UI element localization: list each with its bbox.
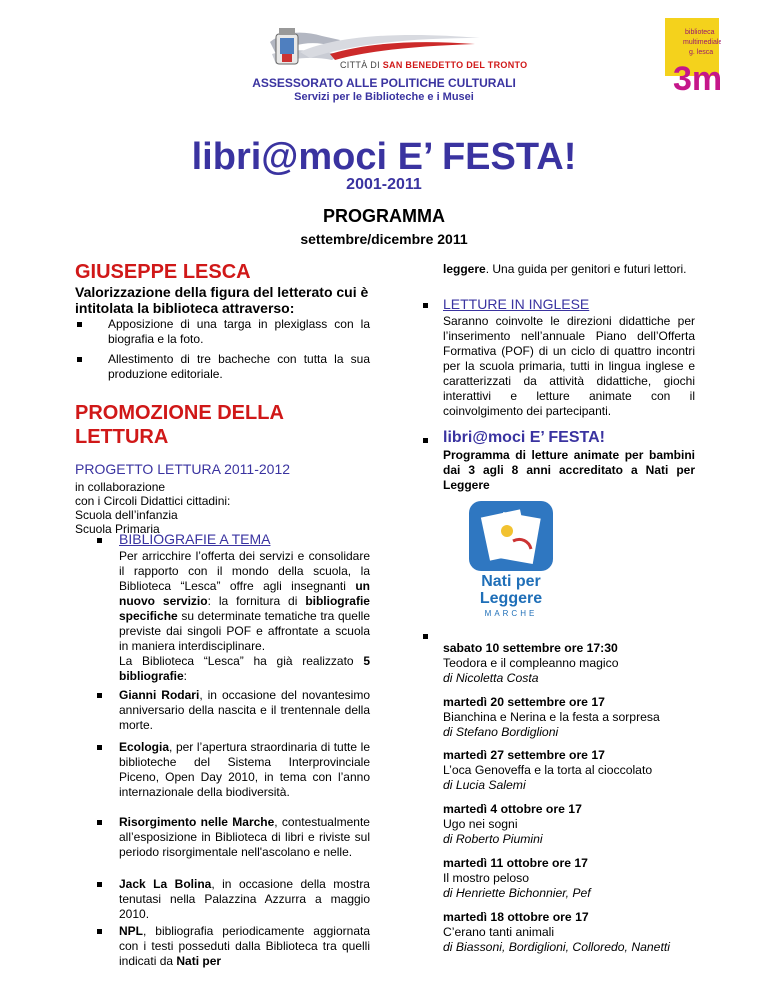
city-name [340,60,527,70]
progetto-heading: PROGETTO LETTURA 2011-2012 [75,461,291,477]
event-author: di Roberto Piumini [443,832,543,846]
bullet-icon [97,538,102,543]
event-author: di Lucia Salemi [443,778,526,792]
lesca-item: Allestimento di tre bacheche con tutta la sua produzione editoriale. [108,352,370,381]
promo-heading-line: LETTURA [75,426,169,448]
city-swoosh [300,32,480,62]
event-title: Ugo nei sogni [443,817,518,831]
promo-heading [75,401,284,449]
npl-logo-line3: MARCHE [484,609,538,618]
library-3m-logo [629,18,721,118]
event-item [443,856,743,901]
bib-item-title: Jack La Bolina [119,877,212,891]
event-title: Il mostro peloso [443,871,530,885]
city-name-bold: SAN BENEDETTO DEL TRONTO [382,60,528,70]
event-author: di Biassoni, Bordiglioni, Colloredo, Nanetti [443,940,670,954]
bullet-icon [97,745,102,750]
progetto-line: con i Circoli Didattici cittadini: [75,494,231,508]
event-author: di Nicoletta Costa [443,671,539,685]
bullet-icon [97,929,102,934]
bullet-icon [97,882,102,887]
svg-text:biblioteca: biblioteca [685,29,715,36]
cont-bold: leggere [443,262,486,276]
years: 2001-2011 [346,176,422,193]
services: Servizi per le Biblioteche e i Musei [294,91,474,103]
event-title: L’oca Genoveffa e la torta al cioccolato [443,763,653,777]
festa-heading: libri@moci E’ FESTA! [443,429,605,446]
bullet-icon [77,357,82,362]
bib-item [119,688,370,733]
bib-bold: bibliografie specifiche [119,594,370,623]
npl-logo-line1: Nati per [481,573,541,590]
inglese-heading: LETTURE IN INGLESE [443,296,590,312]
bib-item-text: , bibliografia periodicamente aggiornata con i testi posseduti dalla Biblioteca tra quelli indicati da [119,924,370,968]
bib-bold: 5 bibliografie [119,654,370,683]
bib-item [119,740,370,800]
event-date: martedì 4 ottobre ore 17 [443,802,582,816]
lesca-item: Apposizione di una targa in plexiglass con la biografia e la foto. [108,317,370,346]
page-title: libri@moci E’ FESTA! [191,136,577,178]
event-title: Bianchina e Nerina e la festa a sorpresa [443,710,660,724]
event-item [443,802,743,847]
bib-item-title: NPL [119,924,143,938]
bib-text: : la fornitura di [207,594,298,608]
progetto-lines [75,480,230,536]
bib-item-text: , contestualmente all’esposizione in Biblioteca di libri e riviste sul periodo risorgimentale nell'ascolano e nelle. [119,815,370,859]
event-title: C’erano tanti animali [443,925,555,939]
svg-text:g. lesca: g. lesca [689,49,714,56]
npl-continuation [443,262,695,277]
bib-item-title: Gianni Rodari [119,688,200,702]
bib-bold: un nuovo servizio [119,579,370,608]
event-date: martedì 27 settembre ore 17 [443,748,605,762]
bibliografie-heading: BIBLIOGRAFIE A TEMA [119,531,271,547]
logo-3m-text: 3m [673,60,721,98]
event-item [443,641,743,686]
promo-heading-line: PROMOZIONE DELLA [75,402,284,424]
bib-text: su determinate tematiche tra quelle previste dai singoli POF e affrontate a scuola in maniera interdisciplinare. [119,609,370,653]
event-author: di Stefano Bordiglioni [443,725,559,739]
bib-item-title: Ecologia [119,740,170,754]
progetto-line: Scuola dell’infanzia [75,508,178,522]
bib-item-title: Risorgimento nelle Marche [119,815,275,829]
npl-logo-line2: Leggere [479,590,543,607]
bullet-icon [77,322,82,327]
svg-text:multimediale: multimediale [683,39,721,46]
nati-per-leggere-logo [469,501,553,625]
bib-item-text: , in occasione del novantesimo anniversario della nascita e il trentennale della morte. [119,688,370,732]
bib-text: La Biblioteca “Lesca” ha già realizzato [119,654,354,668]
bullet-icon [97,693,102,698]
cont-text: . Una guida per genitori e futuri lettori. [485,262,687,276]
progetto-line: Scuola Primaria [75,522,160,536]
bib-item-text: , in occasione della mostra tenutasi nella Palazzina Azzurra a maggio 2010. [119,877,370,921]
event-item [443,910,743,955]
event-item [443,695,743,740]
bullet-icon [423,438,428,443]
bullet-icon [97,820,102,825]
city-prefix: CITTÀ DI [340,60,380,70]
lesca-subheading: Valorizzazione della figura del letterato cui è intitolata la biblioteca attraverso: [75,284,369,316]
event-item [443,748,743,793]
bibliografie-paragraph [119,549,370,684]
event-date: sabato 10 settembre ore 17:30 [443,641,618,655]
department: ASSESSORATO ALLE POLITICHE CULTURALI [252,76,516,90]
npl-logo-image [469,501,553,571]
bib-item-text: , per l’apertura straordinaria di tutte le biblioteche del Sistema Interprovinciale Piceno, Open Day 2010, in tema con l’anno internazionale della biodiversità. [119,740,370,799]
event-title: Teodora e il compleanno magico [443,656,619,670]
bib-text: Per arricchire l’offerta dei servizi e consolidare il rapporto con il mondo della scuola, la Biblioteca “Lesca” offre agli insegnanti [119,549,370,593]
event-date: martedì 11 ottobre ore 17 [443,856,588,870]
event-date: martedì 18 ottobre ore 17 [443,910,589,924]
inglese-text: Saranno coinvolte le direzioni didattiche per l’inserimento nell’annuale Piano dell’Offerta Formativa (POF) di un ciclo di quattro incontri per la scuola primaria, tutti in lingua inglese e caratterizzati da attività didattiche, giochi interattivi e letture animate con il coinvolgimento dei partecipanti. [443,314,695,418]
programma-heading: PROGRAMMA [323,206,445,226]
progetto-line: in collaborazione [75,480,166,494]
bib-item [119,815,370,860]
bib-item [119,877,370,922]
lesca-heading: GIUSEPPE LESCA [75,261,251,283]
festa-text: Programma di letture animate per bambini dai 3 agli 8 anni accreditato a Nati per Leggere [443,448,695,492]
bib-item [119,924,370,969]
event-author: di Henriette Bichonnier, Pef [443,886,591,900]
bib-text: : [183,669,188,683]
bullet-icon [423,303,428,308]
event-date: martedì 20 settembre ore 17 [443,695,605,709]
bullet-icon [423,634,428,639]
period: settembre/dicembre 2011 [300,231,468,247]
bib-item-title: Nati per [176,954,222,968]
